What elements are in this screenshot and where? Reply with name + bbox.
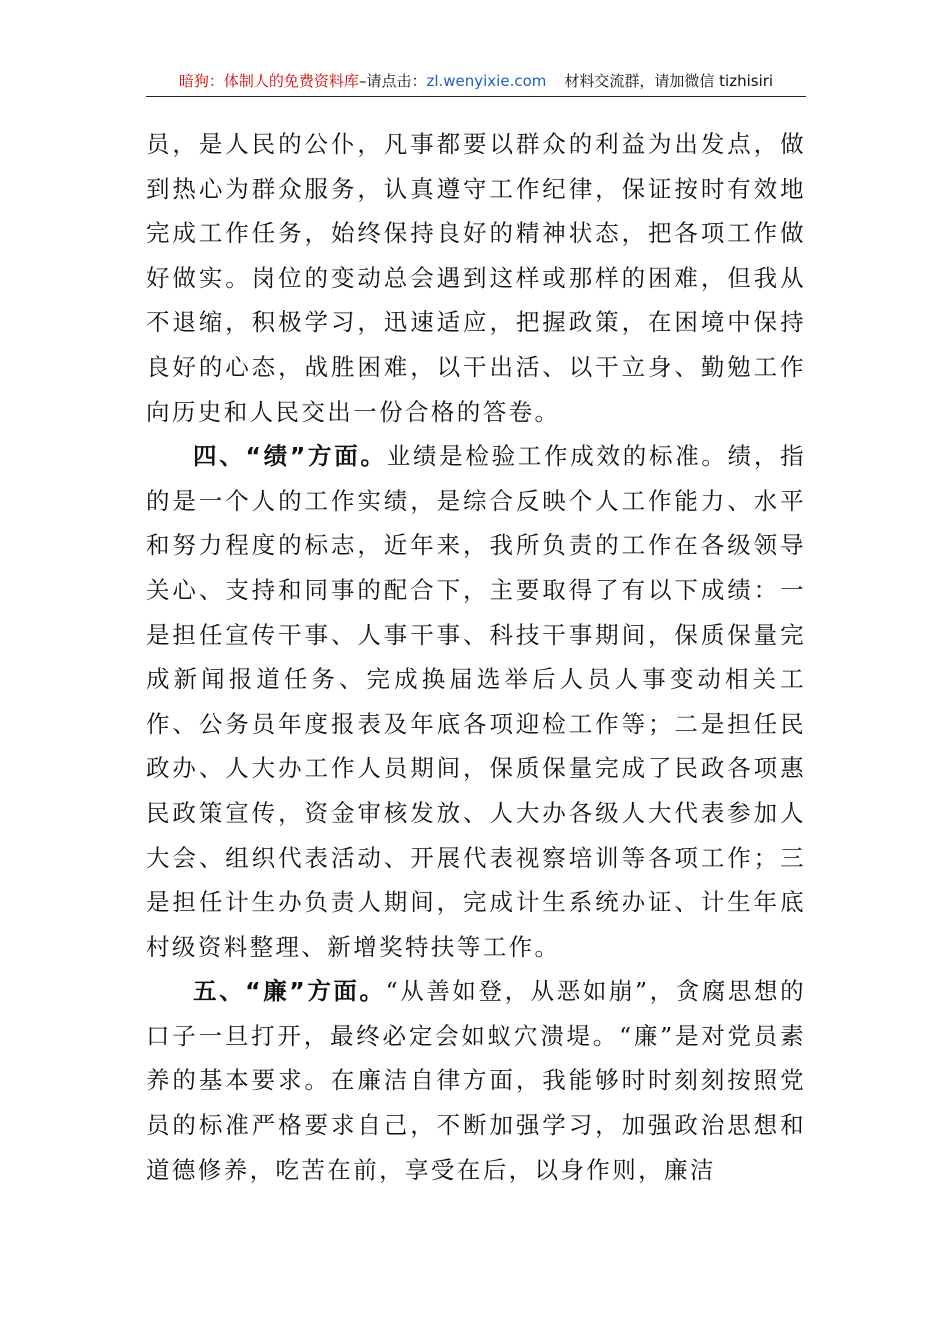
paragraph-section-five xyxy=(146,969,806,1192)
paragraph-text: 员，是人民的公仆，凡事都要以群众的利益为出发点，做到热心为群众服务，认真遵守工作纪律，保证按时有效地完成工作任务，始终保持良好的精神状态，把各项工作做好做实。岗位的变动总会遇到这样或那样的困难，但我从不退缩，积极学习，迅速适应，把握政策，在困境中保持良好的心态，战胜困难，以干出活、以干立身、勤勉工作向历史和人民交出一份合格的答卷。 xyxy=(146,130,806,426)
header-site-name: 暗狗：体制人的免费资料库 xyxy=(178,72,359,90)
paragraph-text: “从善如登，从恶如崩”，贪腐思想的口子一旦打开，最终必定会如蚁穴溃堤。“廉”是对党员素养的基本要求。在廉洁自律方面，我能够时时刻刻按照党员的标准严格要求自己，不断加强学习，加强政治思想和道德修养，吃苦在前，享受在后，以身作则，廉洁 xyxy=(146,977,807,1184)
header-link[interactable]: zl.wenyixie.com xyxy=(426,72,547,90)
header-click-prompt: –请点击： xyxy=(358,72,427,90)
section-heading-four: 四、“绩”方面。 xyxy=(193,442,387,471)
paragraph-section-four xyxy=(146,434,806,969)
paragraph-continuation xyxy=(146,122,806,434)
paragraph-text: 业绩是检验工作成效的标准。绩，指的是一个人的工作实绩，是综合反映个人工作能力、水平和努力程度的标志，近年来，我所负责的工作在各级领导关心、支持和同事的配合下，主要取得了有以下成绩：一是担任宣传干事、人事干事、科技干事期间，保质保量完成新闻报道任务、完成换届选举后人员人事变动相关工作、公务员年度报表及年底各项迎检工作等；二是担任民政办、人大办工作人员期间，保质保量完成了民政各项惠民政策宣传，资金审核发放、人大办各级人大代表参加人大会、组织代表活动、开展代表视察培训等各项工作；三是担任计生办负责人期间，完成计生系统办证、计生年底村级资料整理、新增奖特扶等工作。 xyxy=(146,442,806,961)
page-header xyxy=(146,70,806,97)
section-heading-five: 五、“廉”方面。 xyxy=(193,977,386,1006)
document-body xyxy=(146,122,806,1192)
header-wechat-note: 材料交流群，请加微信 tizhisiri xyxy=(564,72,774,90)
